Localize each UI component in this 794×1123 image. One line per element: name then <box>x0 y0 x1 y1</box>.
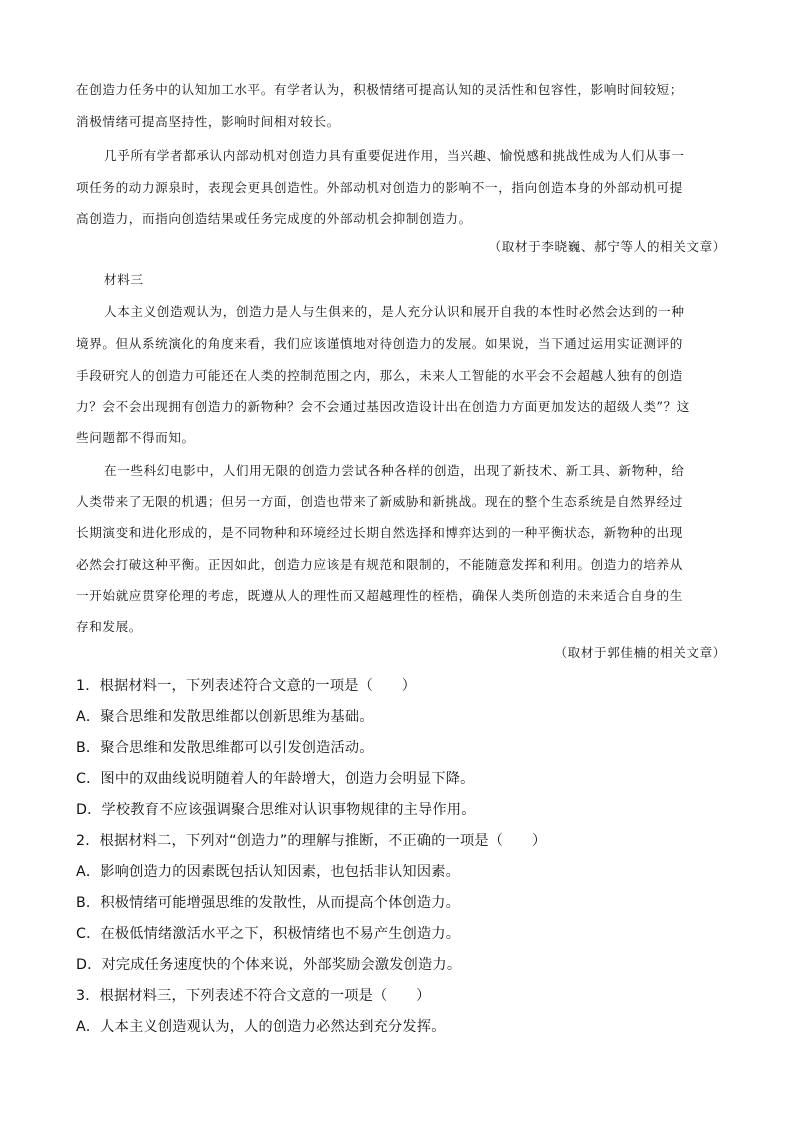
question-option: D．对完成任务速度快的个体来说，外部奖励会激发创造力。 <box>76 957 462 973</box>
question-option: B．积极情绪可能增强思维的发散性，从而提高个体创造力。 <box>76 895 461 911</box>
text-line: 境界。但从系统演化的角度来看，我们应该谨慎地对待创造力的发展。如果说，当下通过运用实证测评的 <box>76 336 683 351</box>
question-option: A．人本主义创造观认为，人的创造力必然达到充分发挥。 <box>76 1019 446 1035</box>
text-line: 人本主义创造观认为，创造力是人与生俱来的，是人充分认识和展开自我的本性时必然会达到的一种 <box>104 304 685 319</box>
text-line: 消极情绪可提高坚持性，影响时间相对较长。 <box>76 114 340 129</box>
text-line: 力？会不会出现拥有创造力的新物种？会不会通过基因改造设计出在创造力方面更加发达的超级人类”？这 <box>76 399 690 414</box>
question-option: C．在极低情绪激活水平之下，积极情绪也不易产生创造力。 <box>76 926 461 942</box>
question-stem: 2．根据材料二，下列对“创造力”的理解与推断，不正确的一项是（ ） <box>76 833 547 849</box>
question-option: A．聚合思维和发散思维都以创新思维为基础。 <box>76 709 374 725</box>
question-option: D．学校教育不应该强调聚合思维对认识事物规律的主导作用。 <box>76 802 476 818</box>
source-citation: （取材于郭佳楠的相关文章） <box>554 645 726 660</box>
text-line: 必然会打破这种平衡。正因如此，创造力应该是有规范和限制的，不能随意发挥和利用。创造力的培养从 <box>76 557 683 572</box>
question-stem: 3．根据材料三，下列表述不符合文意的一项是（ ） <box>76 988 431 1004</box>
text-line: 手段研究人的创造力可能还在人类的控制范围之内，那么，未来人工智能的水平会不会超越人独有的创造 <box>76 368 683 383</box>
text-line: 存和发展。 <box>76 619 142 634</box>
text-line: 项任务的动力源泉时，表现会更具创造性。外部动机对创造力的影响不一，指向创造本身的外部动机可提 <box>76 180 683 195</box>
question-option: A．影响创造力的因素既包括认知因素，也包括非认知因素。 <box>76 864 460 880</box>
text-line: 长期演变和进化形成的，是不同物种和环境经过长期自然选择和博弈达到的一种平衡状态，新物种的出现 <box>76 525 683 540</box>
question-option: B．聚合思维和发散思维都可以引发创造活动。 <box>76 740 374 756</box>
source-citation: （取材于李晓巍、郝宁等人的相关文章） <box>488 239 726 254</box>
text-line: 在一些科幻电影中，人们用无限的创造力尝试各种各样的创造，出现了新技术、新工具、新物种，给 <box>104 463 685 478</box>
section-heading: 材料三 <box>104 272 144 287</box>
question-stem: 1．根据材料一，下列表述符合文意的一项是（ ） <box>76 678 417 694</box>
question-option: C．图中的双曲线说明随着人的年龄增大，创造力会明显下降。 <box>76 771 475 787</box>
text-line: 些问题都不得而知。 <box>76 430 195 445</box>
text-line: 高创造力，而指向创造结果或任务完成度的外部动机会抑制创造力。 <box>76 211 472 226</box>
text-line: 一开始就应贯穿伦理的考虑，既遵从人的理性而又超越理性的桎梏，确保人类所创造的未来适合自身的生 <box>76 588 683 603</box>
text-line: 在创造力任务中的认知加工水平。有学者认为，积极情绪可提高认知的灵活性和包容性，影响时间较短； <box>76 82 683 97</box>
text-line: 几乎所有学者都承认内部动机对创造力具有重要促进作用，当兴趣、愉悦感和挑战性成为人们从事一 <box>104 148 685 163</box>
text-line: 人类带来了无限的机遇；但另一方面，创造也带来了新威胁和新挑战。现在的整个生态系统是自然界经过 <box>76 494 683 509</box>
